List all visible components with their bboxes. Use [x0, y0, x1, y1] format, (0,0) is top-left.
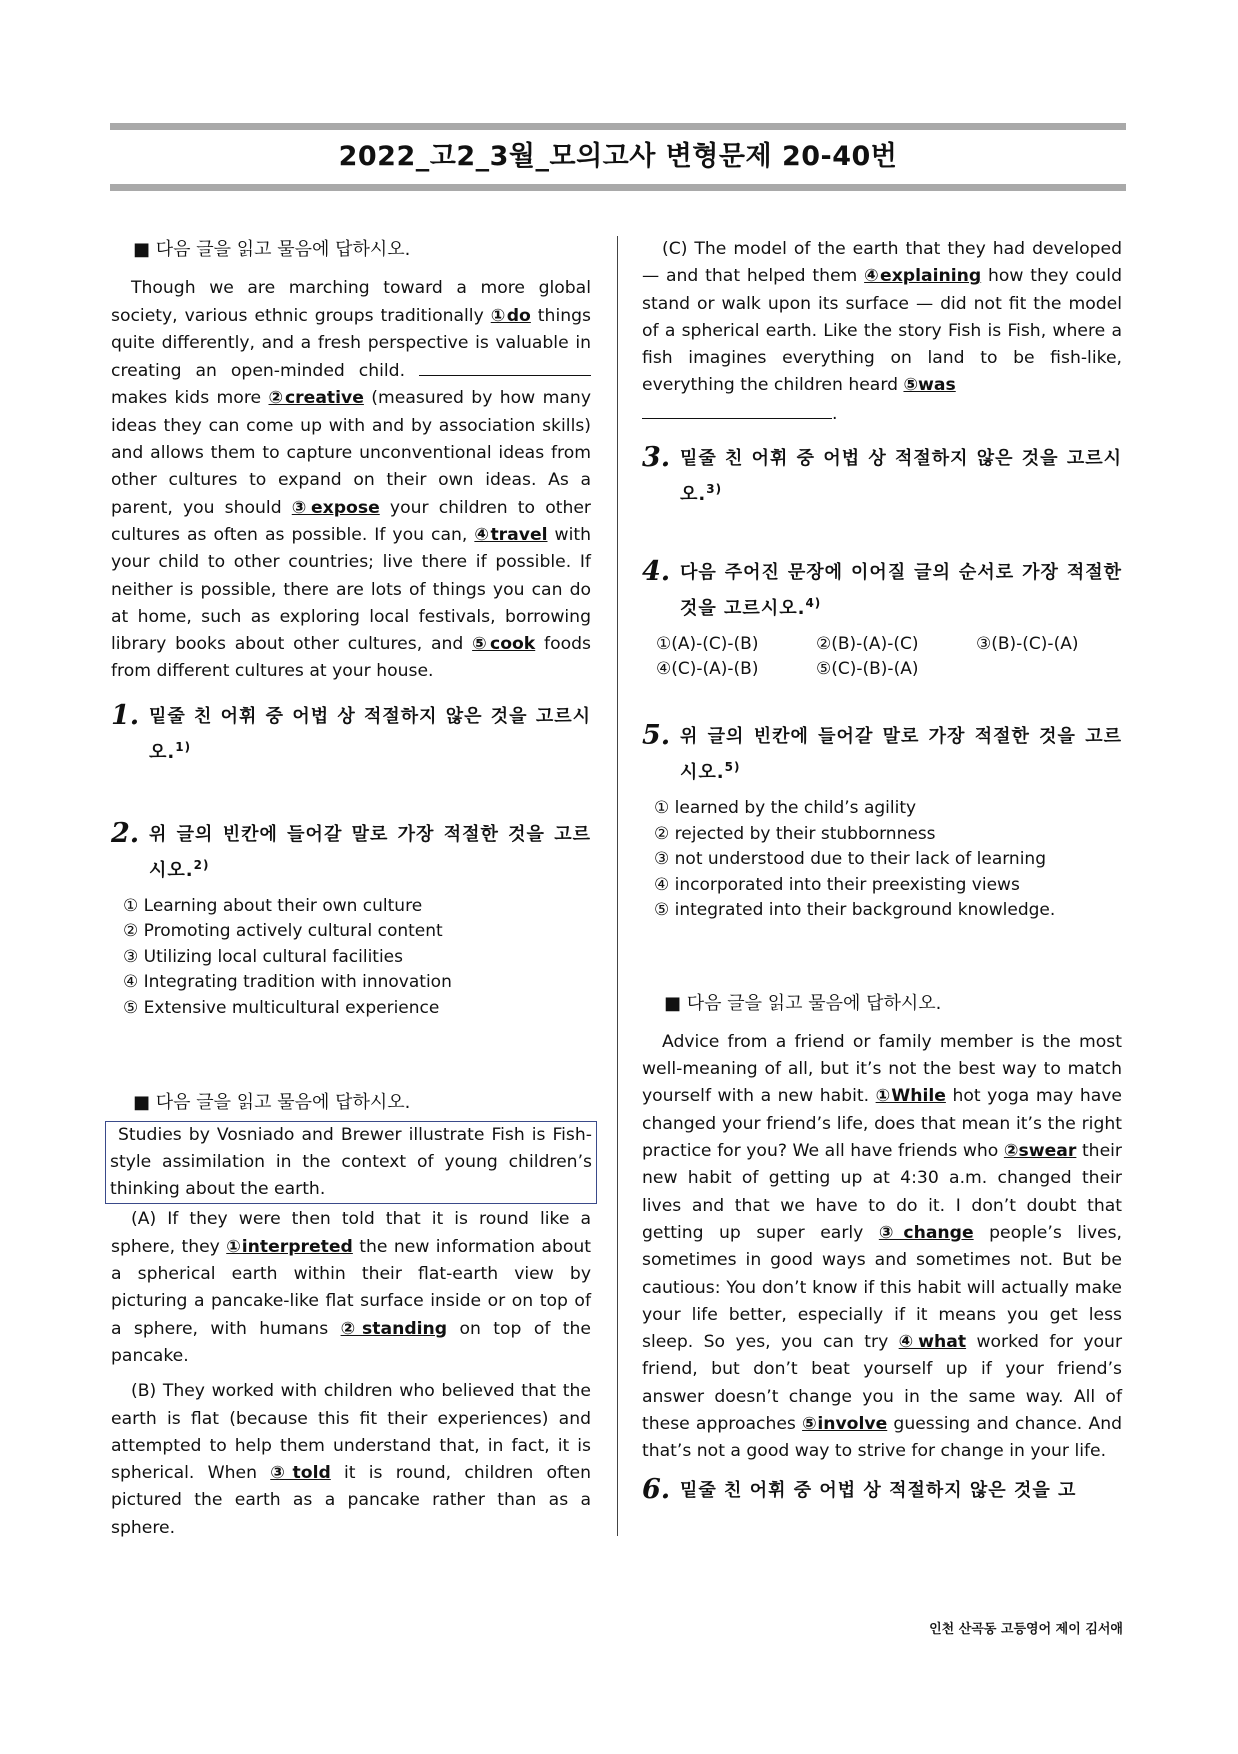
marked-word-2: ②swear [1003, 1141, 1077, 1162]
option[interactable]: ⑤ integrated into their background knowledge. [654, 900, 1056, 921]
option[interactable]: ②(B)-(A)-(C) [816, 634, 919, 655]
question-number: 2. [111, 817, 140, 849]
options-4 [656, 632, 1122, 682]
question-text: 위 글의 빈칸에 들어갈 말로 가장 적절한 것을 고르시오. [680, 726, 1122, 784]
question-5 [642, 722, 1122, 788]
left-column [111, 236, 591, 1542]
marked-word-1: ①do [490, 305, 531, 326]
given-sentence-box: Studies by Vosniado and Brewer illustrate Fish is Fish-style assimilation in the context of young children’s thinking about the earth. [105, 1121, 597, 1205]
blank-1 [419, 357, 591, 376]
question-6 [642, 1473, 1122, 1506]
instruction-3: ■ 다음 글을 읽고 물음에 답하시오. [664, 992, 942, 1014]
passage-3: Advice from a friend or family member is the most well-meaning of all, but it’s not the best way to match yourself with a new habit. ①While hot yoga may have changed your friend’s life, does that mean it’s the right practice for you? We all have friends who ②swear their new habit of getting up at 4:30 a.m. changed their lives and that we have to do it. I don’t doubt that getting up super early ③change people’s lives, sometimes in good ways and sometimes not. But be cautious: You don’t know if this habit will actually make your life better, especially if it means you get less sleep. So yes, you can try ④what worked for your friend, but don’t beat yourself up if your friend’s answer doesn’t change you in the same way. All of these approaches ⑤involve guessing and chance. And that’s not a good way to strive for change in your life. [642, 1031, 1123, 1462]
question-3 [642, 444, 1122, 510]
marked-word-1: ①While [875, 1086, 946, 1107]
question-number: 4. [642, 556, 671, 588]
question-4 [642, 558, 1122, 624]
question-number: 5. [642, 720, 671, 752]
question-number: 6. [642, 1473, 671, 1505]
marked-word-3: ③expose [291, 497, 380, 518]
marked-word-5: ⑤involve [802, 1414, 888, 1435]
top-rule [110, 123, 1126, 130]
marked-word-3: ③change [878, 1222, 974, 1243]
footnote-ref: 1) [175, 739, 192, 754]
option[interactable]: ② Promoting actively cultural content [123, 921, 443, 942]
footnote-ref: 5) [724, 760, 741, 775]
page-title: 2022_고2_3월_모의고사 변형문제 20-40번 [338, 141, 898, 172]
right-column [642, 236, 1122, 1514]
marked-word-4: ④what [898, 1332, 967, 1353]
marked-word-5: ⑤cook [472, 634, 536, 655]
marked-word-5: ⑤was [903, 375, 956, 396]
title-rule [110, 184, 1126, 191]
footnote-ref: 4) [805, 596, 822, 611]
option[interactable]: ① learned by the child’s agility [654, 798, 917, 819]
option[interactable]: ③ not understood due to their lack of learning [654, 849, 1046, 870]
option[interactable]: ④ incorporated into their preexisting views [654, 874, 1020, 895]
question-2 [111, 817, 591, 886]
marked-word-1: ①interpreted [226, 1236, 353, 1257]
question-text: 밑줄 친 어휘 중 어법 상 적절하지 않은 것을 고르시오. [680, 448, 1122, 506]
footer-credit: 인천 산곡동 고등영어 제이 김서애 [929, 1622, 1123, 1637]
option[interactable]: ④(C)-(A)-(B) [656, 659, 759, 680]
passage-part-b: (B) They worked with children who believed that the earth is flat (because this fit their experiences) and attempted to help them understand that, in fact, it is spherical. When ③told it is round, children often pictured the earth as a pancake rather than as a sphere. [111, 1381, 591, 1538]
marked-word-3: ③told [270, 1463, 331, 1484]
options-5 [654, 796, 1122, 924]
option[interactable]: ① Learning about their own culture [123, 895, 423, 916]
question-text: 위 글의 빈칸에 들어갈 말로 가장 적절한 것을 고르시오. [149, 823, 591, 881]
question-text: 밑줄 친 어휘 중 어법 상 적절하지 않은 것을 고 [680, 1479, 1077, 1501]
instruction-2: ■ 다음 글을 읽고 물음에 답하시오. [133, 1092, 411, 1114]
option[interactable]: ③ Utilizing local cultural facilities [123, 946, 403, 967]
question-1 [111, 699, 591, 768]
marked-word-2: ②creative [268, 388, 364, 409]
instruction-1: ■ 다음 글을 읽고 물음에 답하시오. [133, 239, 411, 260]
blank-2 [642, 400, 832, 419]
passage-1: Though we are marching toward a more global society, various ethnic groups traditionally ①do things quite differently, and a fresh perspective is valuable in creating an open-minded child. makes kids more ②creative (measured by how many ideas they can come up with and by association skills) and allows them to capture unconventional ideas from other cultures to expand on their own ideas. As a parent, you should ③expose your children to other cultures as often as possible. If you can, ④travel with your child to other countries; live there if possible. If neither is possible, there are lots of things you can do at home, such as exploring local festivals, borrowing library books about other cultures, and ⑤cook foods from different cultures at your house. [111, 278, 591, 682]
option[interactable]: ⑤ Extensive multicultural experience [123, 997, 440, 1018]
question-text: 다음 주어진 문장에 이어질 글의 순서로 가장 적절한 것을 고르시오. [680, 562, 1122, 620]
passage-part-a: (A) If they were then told that it is round like a sphere, they ①interpreted the new information about a spherical earth within their flat-earth view by picturing a pancake-like flat surface inside or on top of a sphere, with humans ②standing on top of the pancake. [111, 1209, 591, 1366]
question-text: 밑줄 친 어휘 중 어법 상 적절하지 않은 것을 고르시오. [149, 705, 591, 763]
option[interactable]: ④ Integrating tradition with innovation [123, 972, 452, 993]
passage-part-c: (C) The model of the earth that they had developed — and that helped them ④explaining how they could stand or walk upon its surface — did not fit the model of a spherical earth. Like the story Fish is Fish, where a fish imagines everything on land to be fish-like, everything the children heard ⑤was . [642, 239, 1122, 424]
column-divider [617, 236, 618, 1536]
footnote-ref: 3) [706, 482, 723, 497]
question-number: 1. [111, 699, 140, 731]
option[interactable]: ⑤(C)-(B)-(A) [816, 659, 919, 680]
options-2 [123, 894, 591, 1022]
marked-word-2: ②standing [340, 1318, 448, 1339]
marked-word-4: ④travel [474, 524, 548, 545]
option[interactable]: ③(B)-(C)-(A) [976, 634, 1079, 655]
footnote-ref: 2) [193, 857, 210, 872]
option[interactable]: ② rejected by their stubbornness [654, 823, 936, 844]
question-number: 3. [642, 442, 671, 474]
marked-word-4: ④explaining [864, 266, 982, 287]
option[interactable]: ①(A)-(C)-(B) [656, 634, 759, 655]
